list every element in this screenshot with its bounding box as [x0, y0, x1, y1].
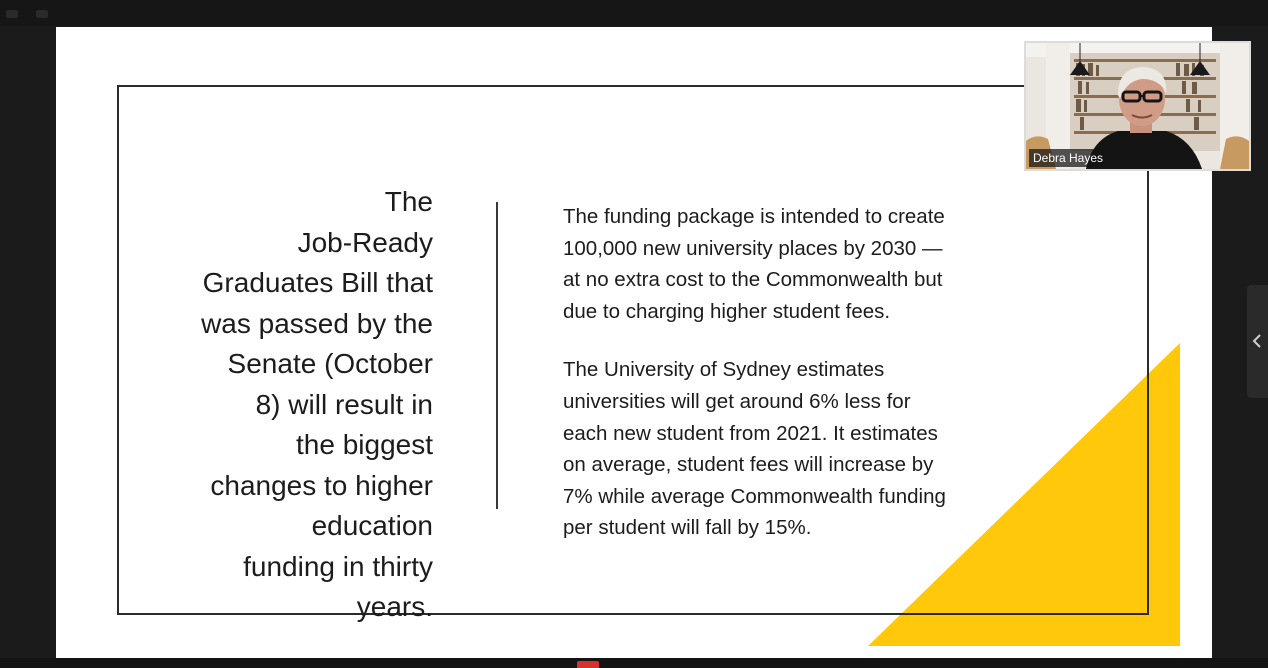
meeting-top-bar [0, 0, 1268, 26]
window-control[interactable] [36, 10, 48, 18]
window-control[interactable] [6, 10, 18, 18]
body-paragraph-2: The University of Sydney estimates universities will get around 6% less for each new student from 2021. It estimates on average, student fees will increase by 7% while average Commonwealth funding per student will fall by 15%. [563, 358, 946, 540]
participant-video-tile[interactable] [1024, 41, 1251, 171]
slide-headline: The Job-Ready Graduates Bill that was passed by the Senate (October 8) will result in the biggest changes to higher education funding in thirty years. [201, 186, 433, 622]
chevron-left-icon [1252, 334, 1263, 348]
slide-divider [496, 202, 498, 509]
notification-indicator[interactable] [577, 661, 599, 668]
body-paragraph-1: The funding package is intended to create 100,000 new university places by 2030 — at no extra cost to the Commonwealth but due to charging higher student fees. [563, 205, 945, 323]
participant-name-label: Debra Hayes [1029, 149, 1107, 167]
side-panel-toggle[interactable] [1247, 285, 1268, 398]
slide-body [563, 201, 1003, 544]
meeting-bottom-bar [0, 658, 1268, 668]
